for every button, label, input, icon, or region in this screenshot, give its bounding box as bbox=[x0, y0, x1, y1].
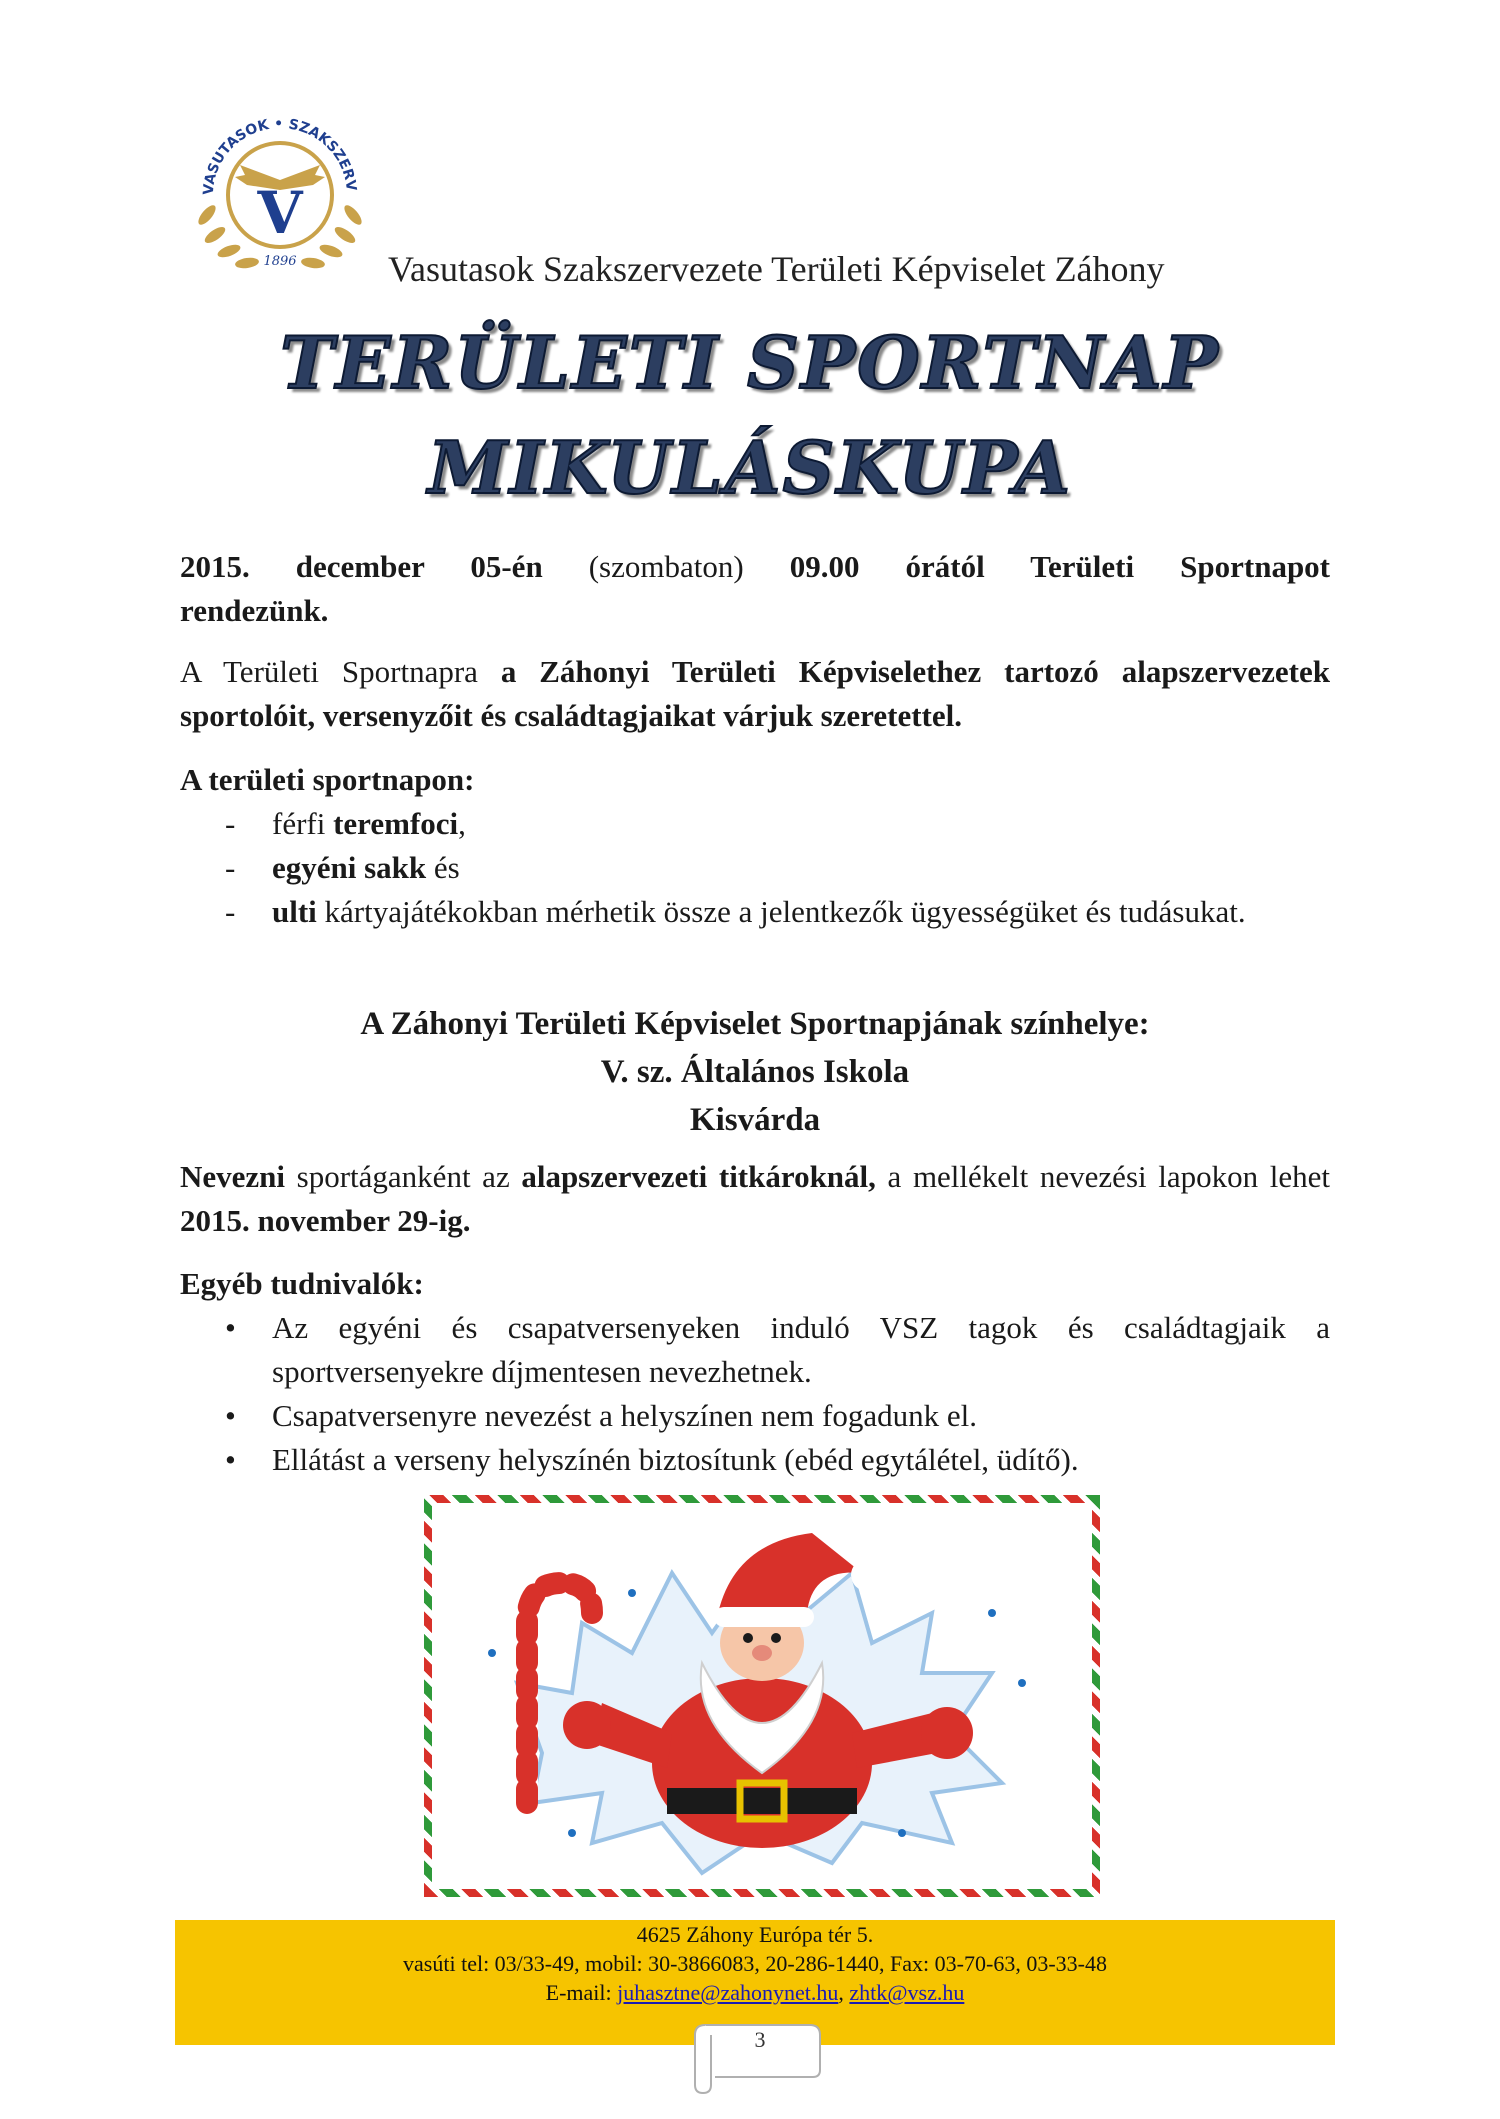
union-emblem-icon bbox=[185, 95, 375, 280]
list-item: - férfi teremfoci, bbox=[180, 802, 1330, 846]
page-number: 3 bbox=[754, 2027, 766, 2052]
illustration-frame bbox=[424, 1495, 1100, 1897]
bullet-marker: • bbox=[225, 1442, 236, 1477]
intro-line2: rendezünk. bbox=[180, 593, 329, 628]
list-item: - egyéni sakk és bbox=[180, 846, 1330, 890]
bullet-marker: • bbox=[225, 1310, 236, 1345]
invite-paragraph bbox=[180, 650, 1330, 738]
other-heading: Egyéb tudnivalók: bbox=[180, 1266, 424, 1301]
list-item: • Az egyéni és csapatversenyeken induló VSZ tagok és családtagjaik a sportversenyekre díjmentesen nevezhetnek. bbox=[180, 1306, 1330, 1394]
invite-prefix: A Területi Sportnapra bbox=[180, 654, 501, 689]
event-time: 09.00 órától Területi Sportnapot bbox=[789, 549, 1331, 584]
email-link-juhasztne[interactable]: juhasztne@zahonynet.hu bbox=[617, 1980, 839, 2005]
list-item: - ulti kártyajátékokban mérhetik össze a jelentkezők ügyességüket és tudásukat. bbox=[180, 890, 1330, 934]
event-date: 2015. december 05-én bbox=[180, 549, 543, 584]
bullet-marker: • bbox=[225, 1398, 236, 1433]
footer-address: 4625 Záhony Európa tér 5. bbox=[636, 1922, 874, 1947]
sub-title: MIKULÁSKUPA bbox=[427, 425, 1073, 510]
email-link-zhtk[interactable]: zhtk@vsz.hu bbox=[849, 1980, 965, 2005]
main-title: TERÜLETI SPORTNAP bbox=[280, 320, 1220, 405]
dash-marker: - bbox=[225, 806, 236, 841]
organization-name: Vasutasok Szakszervezete Területi Képviselet Záhony bbox=[388, 249, 1165, 289]
dash-marker: - bbox=[225, 850, 236, 885]
venue-line1: A Záhonyi Területi Képviselet Sportnapjának színhelye: bbox=[360, 1006, 1150, 1042]
list-item: • Ellátást a verseny helyszínén biztosítunk (ebéd egytálétel, üdítő). bbox=[180, 1438, 1330, 1482]
events-heading: A területi sportnapon: bbox=[180, 762, 475, 797]
other-info-section bbox=[180, 1262, 1330, 1482]
footer-emails: E-mail: juhasztne@zahonynet.hu, zhtk@vsz.hu bbox=[545, 1980, 965, 2005]
events-list bbox=[180, 802, 1330, 934]
santa-claus-illustration-icon bbox=[432, 1503, 1092, 1889]
logo-arc-text: VASUTASOK • SZAKSZERV bbox=[200, 115, 360, 196]
invite-bold: a Záhonyi Területi Képviselethez tartozó alapszervezetek sportolóit, versenyzőit és családtagjaikat várjuk szeretettel. bbox=[180, 654, 1330, 733]
intro-paragraph bbox=[180, 545, 1330, 633]
venue-block bbox=[180, 1000, 1330, 1144]
logo-letter: V bbox=[257, 179, 303, 247]
dash-marker: - bbox=[225, 894, 236, 929]
list-item: • Csapatversenyre nevezést a helyszínen nem fogadunk el. bbox=[180, 1394, 1330, 1438]
logo-year: 1896 bbox=[263, 254, 297, 269]
entry-paragraph: Nevezni sportáganként az alapszervezeti titkároknál, a mellékelt nevezési lapokon lehet 2015. november 29-ig. bbox=[180, 1159, 1330, 1238]
venue-school: V. sz. Általános Iskola bbox=[600, 1054, 910, 1090]
footer-phones: vasúti tel: 03/33-49, mobil: 30-3866083, 20-286-1440, Fax: 03-70-63, 03-33-48 bbox=[403, 1951, 1107, 1976]
union-logo bbox=[185, 95, 375, 280]
venue-city: Kisvárda bbox=[689, 1102, 821, 1138]
events-section bbox=[180, 758, 1330, 934]
other-list bbox=[180, 1306, 1330, 1482]
event-day: (szombaton) bbox=[588, 549, 744, 584]
